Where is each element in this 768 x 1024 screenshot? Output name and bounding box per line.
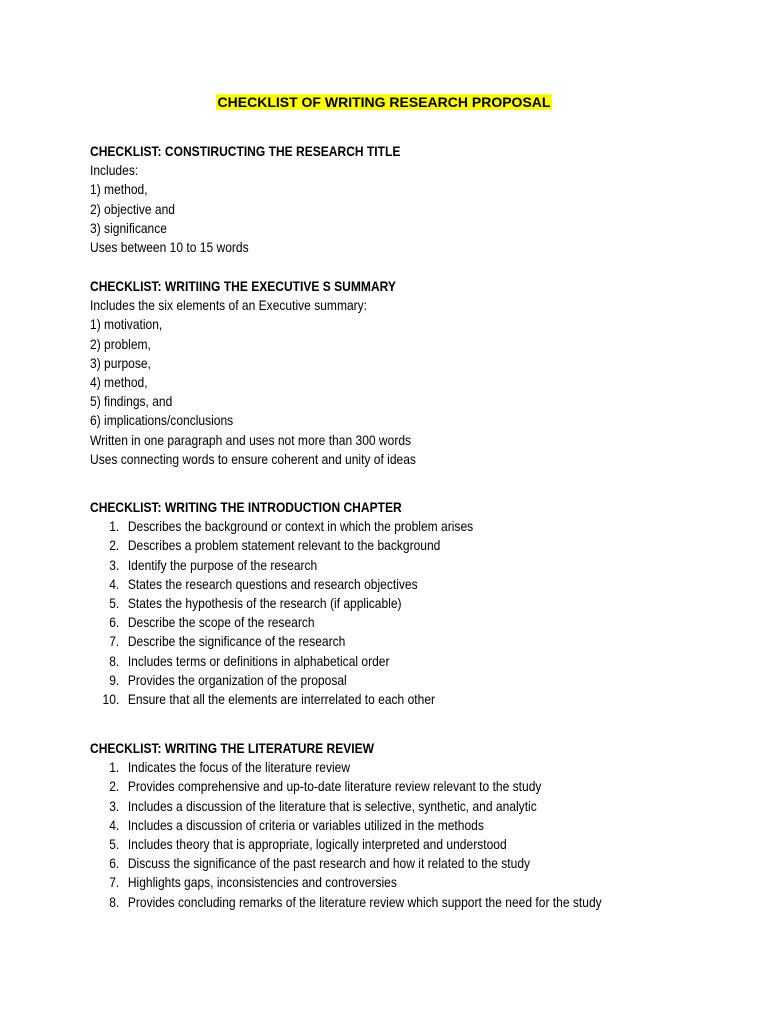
list-number: 8. <box>109 893 120 910</box>
list-item-text: Ensure that all the elements are interrelated to each other <box>127 691 436 708</box>
list-item <box>90 835 658 854</box>
list-item-text: Provides comprehensive and up-to-date literature review relevant to the study <box>127 778 542 795</box>
list-item <box>90 758 658 777</box>
list-item <box>90 613 658 632</box>
list-number: 2. <box>109 537 120 554</box>
section-research-title <box>90 142 750 257</box>
list-number: 5. <box>109 595 120 612</box>
list-item-text: Indicates the focus of the literature review <box>127 759 351 776</box>
list-item <box>90 575 658 594</box>
list-number: 4. <box>109 575 120 592</box>
introduction-checklist <box>90 517 750 709</box>
text-line: Uses connecting words to ensure coherent and unity of ideas <box>90 450 416 467</box>
list-item-text: Provides the organization of the proposal <box>127 671 347 688</box>
text-line: 1) motivation, <box>90 316 163 333</box>
list-item <box>90 777 658 796</box>
section-heading: CHECKLIST: WRITING THE INTRODUCTION CHAPTER <box>90 499 402 515</box>
text-line: Uses between 10 to 15 words <box>90 239 249 256</box>
text-line: Includes: <box>90 162 139 179</box>
list-item-text: Describes the background or context in which the problem arises <box>127 518 474 535</box>
text-line: 3) significance <box>90 219 167 236</box>
list-item <box>90 816 658 835</box>
list-item-text: Describe the significance of the research <box>127 633 346 650</box>
list-item-text: States the research questions and research objectives <box>127 575 418 592</box>
list-item-text: Highlights gaps, inconsistencies and controversies <box>127 874 397 891</box>
section-heading: CHECKLIST: WRITIING THE EXECUTIVE S SUMMARY <box>90 278 396 294</box>
section-literature-review <box>90 739 750 912</box>
text-line: Includes the six elements of an Executive summary: <box>90 297 368 314</box>
text-line: 1) method, <box>90 181 148 198</box>
text-line: 3) purpose, <box>90 354 151 371</box>
list-item <box>90 893 658 912</box>
list-number: 1. <box>109 759 120 776</box>
text-line: Written in one paragraph and uses not more than 300 words <box>90 431 412 448</box>
list-item-text: Includes theory that is appropriate, logically interpreted and understood <box>127 836 507 853</box>
list-number: 3. <box>109 797 120 814</box>
list-number: 9. <box>109 671 120 688</box>
list-item-text: Includes a discussion of the literature that is selective, synthetic, and analytic <box>127 797 537 814</box>
text-line: 4) method, <box>90 374 148 391</box>
text-line: 2) problem, <box>90 335 151 352</box>
text-line: 5) findings, and <box>90 393 173 410</box>
list-item-text: Includes terms or definitions in alphabetical order <box>127 652 390 669</box>
text-line: 6) implications/conclusions <box>90 412 234 429</box>
document-title <box>0 93 768 111</box>
list-item <box>90 671 658 690</box>
list-item <box>90 632 658 651</box>
list-number: 10. <box>102 691 120 708</box>
literature-review-checklist <box>90 758 750 912</box>
section-executive-summary <box>90 277 750 469</box>
list-number: 2. <box>109 778 120 795</box>
list-item <box>90 536 658 555</box>
list-item <box>90 854 658 873</box>
list-number: 8. <box>109 652 120 669</box>
list-number: 7. <box>109 633 120 650</box>
list-item-text: Discuss the significance of the past research and how it related to the study <box>127 855 531 872</box>
list-item <box>90 556 658 575</box>
list-item-text: Includes a discussion of criteria or variables utilized in the methods <box>127 816 484 833</box>
section-heading: CHECKLIST: WRITING THE LITERATURE REVIEW <box>90 740 375 756</box>
list-item <box>90 690 658 709</box>
list-item-text: Describes a problem statement relevant to the background <box>127 537 441 554</box>
list-item-text: Describe the scope of the research <box>127 614 315 631</box>
list-number: 4. <box>109 816 120 833</box>
list-item <box>90 797 658 816</box>
list-item <box>90 873 658 892</box>
document-title-text: CHECKLIST OF WRITING RESEARCH PROPOSAL <box>217 94 551 110</box>
list-number: 6. <box>109 855 120 872</box>
text-line: 2) objective and <box>90 200 176 217</box>
list-item <box>90 652 658 671</box>
list-number: 1. <box>109 518 120 535</box>
section-introduction-chapter <box>90 498 750 709</box>
list-item-text: States the hypothesis of the research (if applicable) <box>127 595 402 612</box>
list-number: 7. <box>109 874 120 891</box>
list-item-text: Provides concluding remarks of the literature review which support the need for the study <box>127 893 602 910</box>
list-item <box>90 594 658 613</box>
section-heading: CHECKLIST: CONSTIRUCTING THE RESEARCH TITLE <box>90 143 401 159</box>
list-item-text: Identify the purpose of the research <box>127 556 318 573</box>
list-number: 6. <box>109 614 120 631</box>
list-number: 5. <box>109 836 120 853</box>
list-item <box>90 517 658 536</box>
list-number: 3. <box>109 556 120 573</box>
